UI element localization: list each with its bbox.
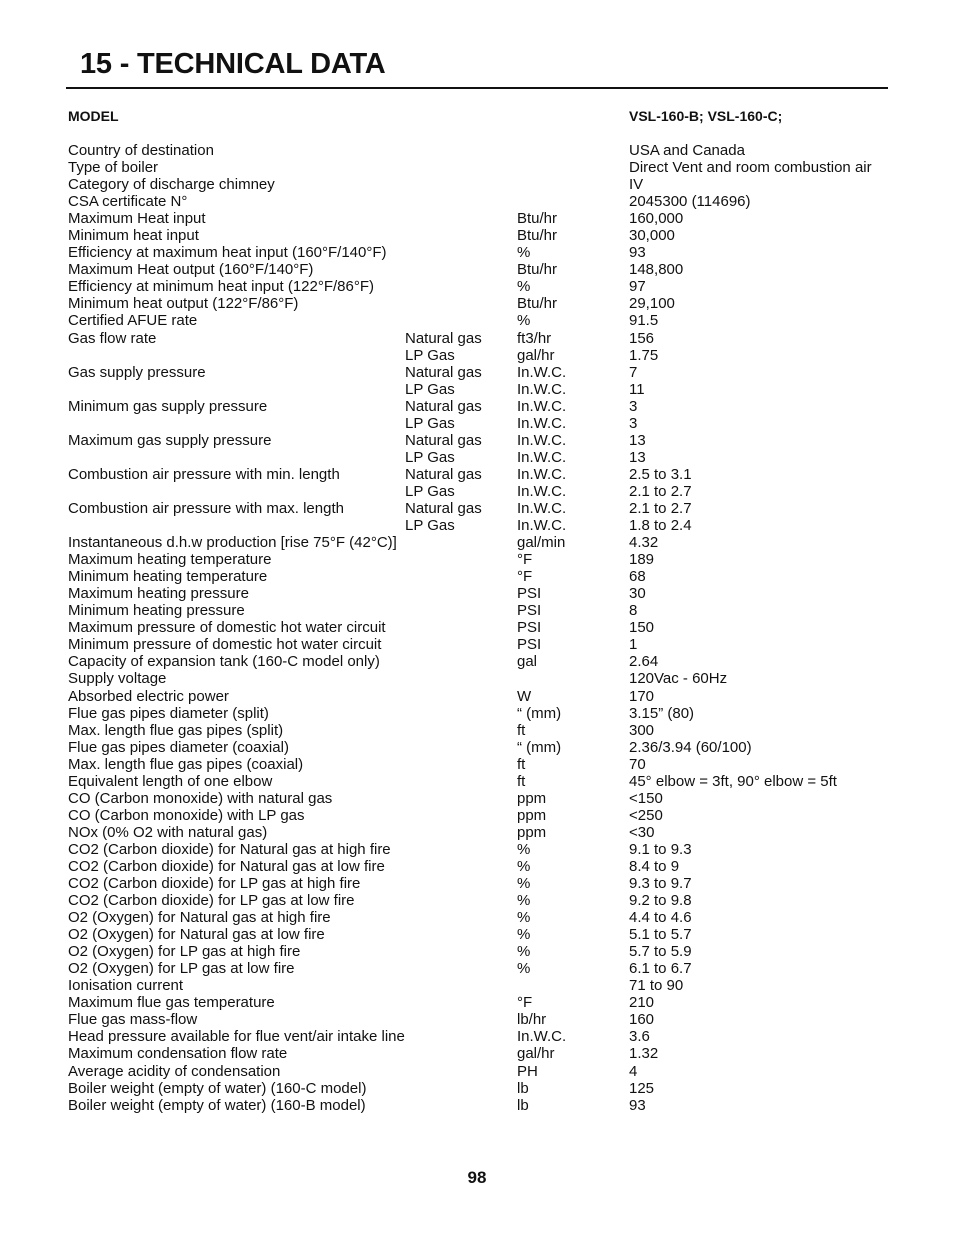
spec-row <box>68 142 888 159</box>
spec-value: 160,000 <box>629 210 684 228</box>
spec-gas-type: Natural gas <box>405 431 482 449</box>
spec-row <box>68 483 888 500</box>
spec-label: CO (Carbon monoxide) with natural gas <box>68 789 333 807</box>
spec-value: 125 <box>629 1079 655 1097</box>
spec-value: 6.1 to 6.7 <box>629 960 692 978</box>
spec-value: 70 <box>629 755 646 773</box>
spec-value: 13 <box>629 448 646 466</box>
model-label: MODEL <box>68 108 119 124</box>
spec-unit: % <box>517 943 531 961</box>
spec-label: O2 (Oxygen) for LP gas at high fire <box>68 943 301 961</box>
spec-value: 9.1 to 9.3 <box>629 840 692 858</box>
spec-unit: % <box>517 892 531 910</box>
spec-row <box>68 756 888 773</box>
spec-value: 4.4 to 4.6 <box>629 909 692 927</box>
spec-value: 11 <box>629 380 645 398</box>
spec-row <box>68 790 888 807</box>
spec-gas-type: LP Gas <box>405 482 455 500</box>
spec-gas-type: Natural gas <box>405 397 482 415</box>
spec-label: CO (Carbon monoxide) with LP gas <box>68 806 305 824</box>
spec-unit: lb <box>517 1096 529 1114</box>
spec-label: O2 (Oxygen) for Natural gas at high fire <box>68 909 331 927</box>
spec-label: Efficiency at maximum heat input (160°F/140°F) <box>68 244 387 262</box>
spec-row <box>68 1011 888 1028</box>
spec-unit: In.W.C. <box>517 397 567 415</box>
title-divider <box>66 87 888 89</box>
spec-row <box>68 227 888 244</box>
spec-unit: gal/hr <box>517 346 555 364</box>
spec-value: 30,000 <box>629 227 675 245</box>
spec-unit: ft <box>517 721 526 739</box>
spec-label: Boiler weight (empty of water) (160-C model) <box>68 1079 367 1097</box>
spec-value: 7 <box>629 363 638 381</box>
spec-unit: % <box>517 840 531 858</box>
spec-label: Ionisation current <box>68 977 184 995</box>
spec-label: Head pressure available for flue vent/air intake line <box>68 1028 405 1046</box>
spec-label: O2 (Oxygen) for LP gas at low fire <box>68 960 295 978</box>
spec-row <box>68 415 888 432</box>
spec-value: 2.1 to 2.7 <box>629 499 692 517</box>
spec-value: 30 <box>629 585 646 603</box>
spec-unit: ppm <box>517 806 547 824</box>
spec-row <box>68 449 888 466</box>
spec-unit: gal/hr <box>517 1045 555 1063</box>
spec-value: <250 <box>629 806 663 824</box>
model-row <box>68 108 888 126</box>
spec-gas-type: Natural gas <box>405 499 482 517</box>
spec-label: Maximum heating temperature <box>68 551 272 569</box>
spec-row <box>68 841 888 858</box>
spec-unit: In.W.C. <box>517 1028 567 1046</box>
spec-row <box>68 602 888 619</box>
spec-row <box>68 875 888 892</box>
spec-row <box>68 960 888 977</box>
spec-row <box>68 653 888 670</box>
spec-value: 9.3 to 9.7 <box>629 875 692 893</box>
spec-row <box>68 943 888 960</box>
spec-unit: ft <box>517 772 526 790</box>
spec-value: 2.1 to 2.7 <box>629 482 692 500</box>
spec-row <box>68 381 888 398</box>
spec-row <box>68 773 888 790</box>
spec-unit: In.W.C. <box>517 517 567 535</box>
spec-label: Minimum heating pressure <box>68 602 245 620</box>
spec-row <box>68 210 888 227</box>
spec-row <box>68 295 888 312</box>
spec-label: CO2 (Carbon dioxide) for Natural gas at low fire <box>68 857 385 875</box>
spec-unit: In.W.C. <box>517 499 567 517</box>
spec-value: IV <box>629 176 644 194</box>
spec-row <box>68 312 888 329</box>
spec-gas-type: LP Gas <box>405 346 455 364</box>
spec-label: Gas supply pressure <box>68 363 206 381</box>
spec-row <box>68 1028 888 1045</box>
spec-row <box>68 398 888 415</box>
spec-unit: In.W.C. <box>517 448 567 466</box>
spec-value: 148,800 <box>629 261 684 279</box>
spec-value: <150 <box>629 789 663 807</box>
spec-row <box>68 278 888 295</box>
spec-value: 120Vac - 60Hz <box>629 670 728 688</box>
spec-unit: Btu/hr <box>517 295 558 313</box>
spec-unit: lb <box>517 1079 529 1097</box>
spec-gas-type: LP Gas <box>405 448 455 466</box>
spec-value: 3.15” (80) <box>629 704 695 722</box>
spec-gas-type: Natural gas <box>405 465 482 483</box>
spec-gas-type: LP Gas <box>405 414 455 432</box>
spec-value: 29,100 <box>629 295 675 313</box>
spec-row <box>68 1045 888 1062</box>
spec-unit: Btu/hr <box>517 261 558 279</box>
spec-row <box>68 739 888 756</box>
spec-row <box>68 619 888 636</box>
spec-label: Max. length flue gas pipes (split) <box>68 721 284 739</box>
spec-row <box>68 909 888 926</box>
spec-value: 97 <box>629 278 646 296</box>
spec-unit: In.W.C. <box>517 431 567 449</box>
spec-row <box>68 534 888 551</box>
spec-value: 68 <box>629 568 646 586</box>
spec-value: 170 <box>629 687 655 705</box>
spec-label: Minimum heat input <box>68 227 199 245</box>
spec-unit: °F <box>517 568 533 586</box>
spec-value: 1 <box>629 636 638 654</box>
spec-value: 71 to 90 <box>629 977 684 995</box>
spec-unit: ft <box>517 755 526 773</box>
page-number: 98 <box>467 1168 487 1187</box>
spec-label: Gas flow rate <box>68 329 157 347</box>
spec-gas-type: Natural gas <box>405 363 482 381</box>
spec-row <box>68 994 888 1011</box>
spec-value: 160 <box>629 1011 655 1029</box>
spec-value: 3 <box>629 397 638 415</box>
spec-unit: ppm <box>517 823 547 841</box>
spec-row <box>68 551 888 568</box>
model-value: VSL-160-B; VSL-160-C; <box>629 108 783 124</box>
spec-unit: PSI <box>517 636 542 654</box>
spec-row <box>68 722 888 739</box>
spec-table <box>68 142 888 1114</box>
spec-unit: ft3/hr <box>517 329 552 347</box>
spec-label: Minimum heat output (122°F/86°F) <box>68 295 299 313</box>
spec-row <box>68 688 888 705</box>
spec-value: 2045300 (114696) <box>629 193 751 211</box>
spec-row <box>68 705 888 722</box>
spec-unit: In.W.C. <box>517 363 567 381</box>
spec-unit: % <box>517 909 531 927</box>
spec-unit: In.W.C. <box>517 414 567 432</box>
spec-label: Average acidity of condensation <box>68 1062 281 1080</box>
spec-row <box>68 244 888 261</box>
spec-unit: % <box>517 926 531 944</box>
spec-row <box>68 585 888 602</box>
spec-unit: % <box>517 312 531 330</box>
spec-unit: % <box>517 960 531 978</box>
spec-label: Minimum heating temperature <box>68 568 268 586</box>
spec-unit: PH <box>517 1062 538 1080</box>
spec-label: NOx (0% O2 with natural gas) <box>68 823 268 841</box>
spec-row <box>68 176 888 193</box>
spec-unit: °F <box>517 551 533 569</box>
spec-value: 150 <box>629 619 655 637</box>
spec-unit: lb/hr <box>517 1011 547 1029</box>
spec-label: Maximum Heat input <box>68 210 206 228</box>
spec-row <box>68 568 888 585</box>
spec-row <box>68 193 888 210</box>
spec-label: Flue gas pipes diameter (split) <box>68 704 269 722</box>
page-title: 15 - TECHNICAL DATA <box>80 48 386 80</box>
spec-label: Maximum gas supply pressure <box>68 431 272 449</box>
spec-value: 2.5 to 3.1 <box>629 465 692 483</box>
spec-unit: PSI <box>517 585 542 603</box>
spec-unit: Btu/hr <box>517 227 558 245</box>
spec-row <box>68 261 888 278</box>
spec-unit: “ (mm) <box>517 704 562 722</box>
spec-unit: ppm <box>517 789 547 807</box>
spec-value: 3 <box>629 414 638 432</box>
spec-gas-type: LP Gas <box>405 380 455 398</box>
spec-value: 210 <box>629 994 655 1012</box>
spec-value: 3.6 <box>629 1028 650 1046</box>
spec-value: 91.5 <box>629 312 659 330</box>
spec-value: Direct Vent and room combustion air <box>629 159 872 177</box>
spec-label: Certified AFUE rate <box>68 312 198 330</box>
spec-label: Absorbed electric power <box>68 687 229 705</box>
spec-row <box>68 892 888 909</box>
spec-value: 93 <box>629 244 646 262</box>
spec-row <box>68 466 888 483</box>
spec-value: 93 <box>629 1096 646 1114</box>
spec-unit: % <box>517 857 531 875</box>
spec-label: Combustion air pressure with max. length <box>68 499 344 517</box>
spec-label: Category of discharge chimney <box>68 176 275 194</box>
spec-label: Country of destination <box>68 142 214 159</box>
spec-value: 1.75 <box>629 346 659 364</box>
spec-label: Maximum Heat output (160°F/140°F) <box>68 261 314 279</box>
spec-value: 5.7 to 5.9 <box>629 943 692 961</box>
spec-label: Maximum pressure of domestic hot water circuit <box>68 619 386 637</box>
spec-row <box>68 670 888 687</box>
spec-label: Efficiency at minimum heat input (122°F/86°F) <box>68 278 375 296</box>
spec-unit: W <box>517 687 532 705</box>
spec-row <box>68 1097 888 1114</box>
spec-value: 1.8 to 2.4 <box>629 517 692 535</box>
spec-label: Maximum condensation flow rate <box>68 1045 288 1063</box>
spec-label: Minimum pressure of domestic hot water circuit <box>68 636 382 654</box>
spec-label: Boiler weight (empty of water) (160-B model) <box>68 1096 366 1114</box>
spec-value: 13 <box>629 431 646 449</box>
spec-label: Maximum flue gas temperature <box>68 994 275 1012</box>
spec-unit: % <box>517 278 531 296</box>
spec-value: 5.1 to 5.7 <box>629 926 692 944</box>
spec-row <box>68 159 888 176</box>
spec-value: 9.2 to 9.8 <box>629 892 692 910</box>
spec-unit: Btu/hr <box>517 210 558 228</box>
spec-unit: % <box>517 244 531 262</box>
spec-row <box>68 807 888 824</box>
spec-label: Max. length flue gas pipes (coaxial) <box>68 755 304 773</box>
spec-value: 45° elbow = 3ft, 90° elbow = 5ft <box>629 772 837 790</box>
spec-label: Combustion air pressure with min. length <box>68 465 340 483</box>
spec-value: 1.32 <box>629 1045 659 1063</box>
spec-value: USA and Canada <box>629 142 745 159</box>
spec-unit: “ (mm) <box>517 738 562 756</box>
spec-label: Type of boiler <box>68 159 159 177</box>
spec-unit: °F <box>517 994 533 1012</box>
spec-row <box>68 364 888 381</box>
spec-label: Flue gas pipes diameter (coaxial) <box>68 738 289 756</box>
spec-value: 4.32 <box>629 534 659 552</box>
spec-unit: gal/min <box>517 534 566 552</box>
spec-label: CO2 (Carbon dioxide) for Natural gas at high fire <box>68 840 391 858</box>
spec-label: Supply voltage <box>68 670 167 688</box>
spec-row <box>68 347 888 364</box>
spec-label: Instantaneous d.h.w production [rise 75°F (42°C)] <box>68 534 397 552</box>
spec-row <box>68 1063 888 1080</box>
spec-row <box>68 926 888 943</box>
spec-label: Maximum heating pressure <box>68 585 249 603</box>
spec-gas-type: LP Gas <box>405 517 455 535</box>
spec-row <box>68 977 888 994</box>
spec-label: Flue gas mass-flow <box>68 1011 198 1029</box>
spec-row <box>68 500 888 517</box>
spec-value: 2.36/3.94 (60/100) <box>629 738 752 756</box>
spec-label: Minimum gas supply pressure <box>68 397 268 415</box>
spec-unit: PSI <box>517 619 542 637</box>
spec-label: CO2 (Carbon dioxide) for LP gas at low fire <box>68 892 355 910</box>
spec-unit: PSI <box>517 602 542 620</box>
spec-row <box>68 824 888 841</box>
spec-row <box>68 330 888 347</box>
spec-unit: In.W.C. <box>517 465 567 483</box>
spec-value: 8.4 to 9 <box>629 857 680 875</box>
spec-label: CSA certificate N° <box>68 193 188 211</box>
spec-label: CO2 (Carbon dioxide) for LP gas at high fire <box>68 875 361 893</box>
spec-label: Equivalent length of one elbow <box>68 772 273 790</box>
spec-row <box>68 517 888 534</box>
spec-value: 4 <box>629 1062 638 1080</box>
spec-row <box>68 1080 888 1097</box>
spec-unit: gal <box>517 653 538 671</box>
spec-value: 156 <box>629 329 655 347</box>
spec-unit: In.W.C. <box>517 482 567 500</box>
spec-label: O2 (Oxygen) for Natural gas at low fire <box>68 926 325 944</box>
spec-gas-type: Natural gas <box>405 329 482 347</box>
spec-row <box>68 636 888 653</box>
spec-value: 2.64 <box>629 653 659 671</box>
spec-row <box>68 858 888 875</box>
spec-label: Capacity of expansion tank (160-C model only) <box>68 653 380 671</box>
spec-value: <30 <box>629 823 655 841</box>
spec-value: 189 <box>629 551 655 569</box>
spec-unit: % <box>517 875 531 893</box>
spec-row <box>68 432 888 449</box>
spec-value: 8 <box>629 602 638 620</box>
spec-value: 300 <box>629 721 655 739</box>
spec-unit: In.W.C. <box>517 380 567 398</box>
